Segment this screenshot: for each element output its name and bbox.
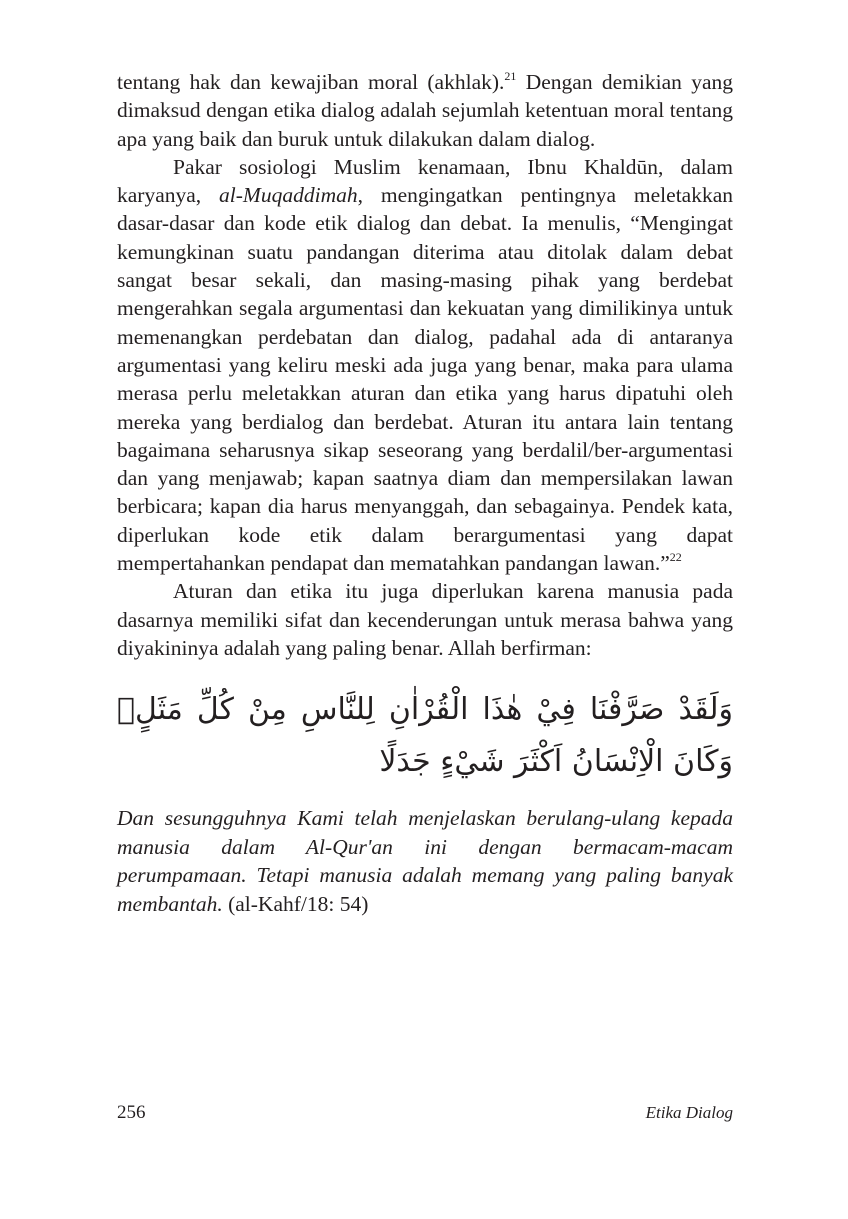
verse-translation [117,804,733,918]
page-footer [117,1102,733,1132]
verse-reference: (al-Kahf/18: 54) [222,891,369,916]
book-title: al-Muqaddimah [219,183,358,208]
paragraph-text: , mengingatkan pentingnya meletakkan dasar-dasar dan kode etik dialog dan debat. Ia menulis, “Mengingat kemungkinan suatu pandangan diterima atau ditolak dalam debat sangat besar sekali, dan masing-masing pihak yang berdebat mengerahkan segala argumentasi dan kekuatan yang dimilikinya untuk memenangkan perdebatan dan dialog, padahal ada di antaranya argumentasi yang keliru meski ada juga yang benar, maka para ulama merasa perlu meletakkan aturan dan etika yang harus dipatuhi oleh mereka yang berdialog dan berdebat. Aturan itu antara lain tentang bagaimana seharusnya sikap seseorang yang berdalil/ber-argumentasi dan yang menjawab; kapan saatnya diam dan mempersilakan lawan berbicara; kapan dia harus menyanggah, dan sebagainya. Pendek kata, diperlukan kode etik dalam berargumentasi yang dapat mempertahankan pendapat dan mematahkan pandangan lawan.” [117,183,734,576]
footnote-marker[interactable]: 22 [669,550,682,565]
paragraph-1 [117,68,733,153]
paragraph-text: Pakar sosiologi Muslim kenamaan, Ibnu Khaldūn, dalam karyanya, [117,154,733,208]
paragraph-text: Dengan demikian yang dimaksud dengan etika dialog adalah sejumlah ketentuan moral tentang apa yang baik dan buruk untuk dilakukan dalam dialog. [117,70,733,151]
translation-text: Dan sesungguhnya Kami telah menjelaskan berulang-ulang kepada manusia dalam Al-Qur'an ini dengan bermacam-macam perumpamaan. Tetapi manusia adalah memang yang paling banyak membantah. [117,806,733,916]
quran-verse-arabic: وَلَقَدْ صَرَّفْنَا فِيْ هٰذَا الْقُرْاٰنِ لِلنَّاسِ مِنْ كُلِّ مَثَلٍۗ وَكَانَ الْاِنْسَانُ اَكْثَرَ شَيْءٍ جَدَلًا [117,692,733,780]
page-body [117,68,733,918]
paragraph-3: Aturan dan etika itu juga diperlukan karena manusia pada dasarnya memiliki sifat dan kecenderungan untuk merasa bahwa yang diyakininya adalah yang paling benar. Allah berfirman: [117,579,733,660]
paragraph-2 [117,153,733,577]
paragraph-text: tentang hak dan kewajiban moral (akhlak). [117,70,505,94]
running-title: Etika Dialog [645,1103,733,1122]
footnote-marker[interactable]: 21 [504,69,517,83]
page-number: 256 [117,1102,146,1123]
